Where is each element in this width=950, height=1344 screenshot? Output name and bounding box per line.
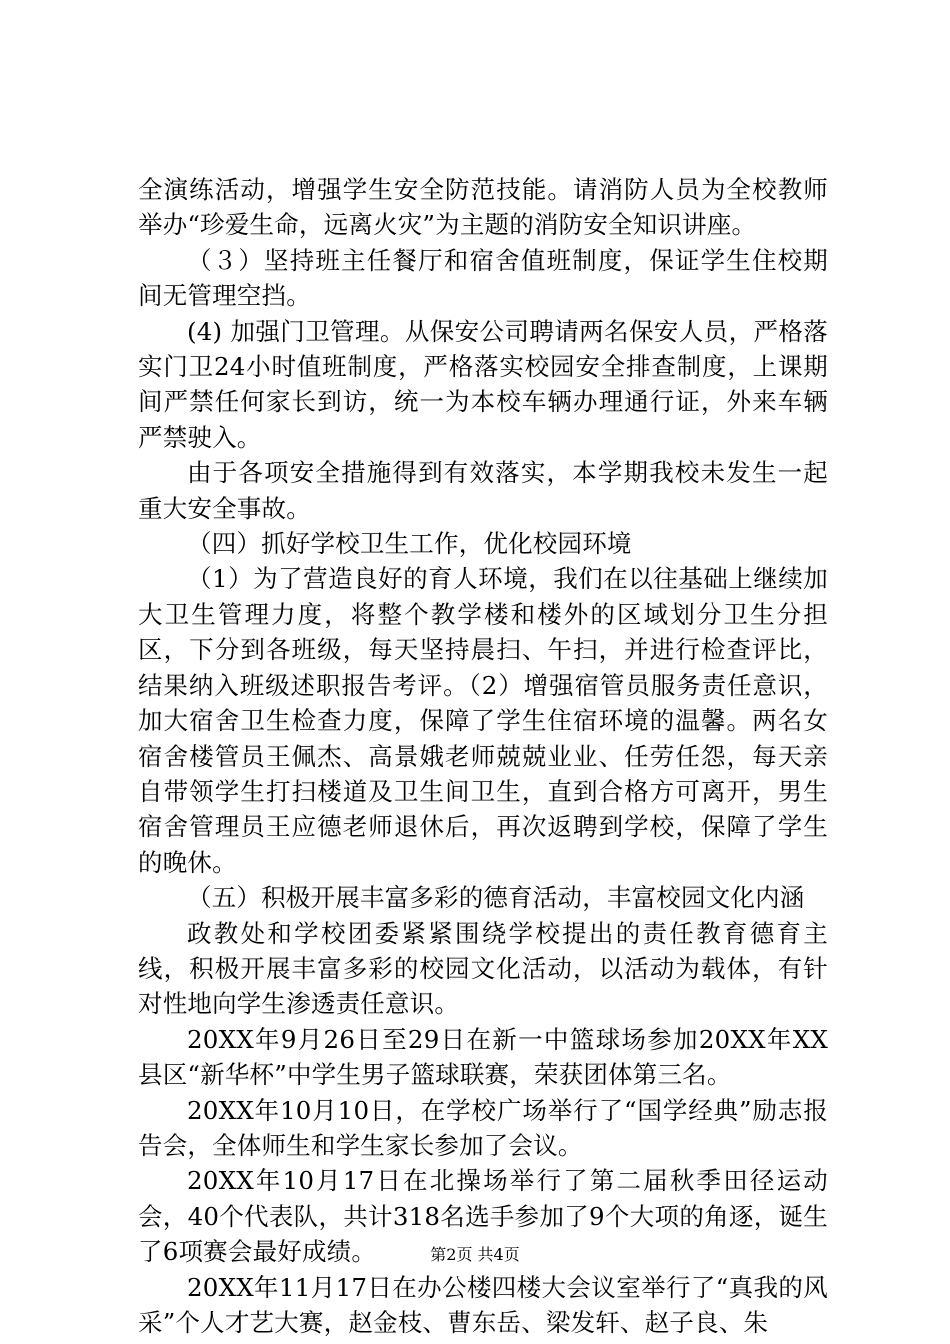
document-body [138, 172, 828, 1340]
paragraph-8: 20XX年10月10日，在学校广场举行了“国学经典”励志报告会，全体师生和学生家长参加了会议。 [138, 1095, 828, 1160]
paragraph-3: (4) 加强门卫管理。从保安公司聘请两名保安人员，严格落实门卫24小时值班制度，严格落实校园安全排查制度，上课期间严禁任何家长到访，统一为本校车辆办理通行证，外来车辆严禁驶入。 [138, 316, 828, 452]
paragraph-7: 20XX年9月26日至29日在新一中篮球场参加20XX年XX县区“新华杯”中学生男子篮球联赛，荣获团体第三名。 [138, 1024, 828, 1090]
section-heading-5: （五）积极开展丰富多彩的德育活动，丰富校园文化内涵 [187, 883, 805, 913]
paragraph-5: （1）为了营造良好的育人环境，我们在以往基础上继续加大卫生管理力度，将整个教学楼和楼外的区域划分卫生分担区，下分到各班级，每天坚持晨扫、午扫，并进行检查评比，结果纳入班级述职报告考评。（2）增强宿管员服务责任意识，加大宿舍卫生检查力度，保障了学生住宿环境的温馨。两名女宿舍楼管员王佩杰、高景娥老师兢兢业业、任劳任怨，每天亲自带领学生打扫楼道及卫生间卫生，直到合格方可离开，男生宿舍管理员王应德老师退休后，再次返聘到学校，保障了学生的晚休。 [138, 564, 828, 877]
page-number-footer: 第2页 共4页 [430, 1245, 520, 1264]
paragraph-10: 20XX年11月17日在办公楼四楼大会议室举行了“真我的风采”个人才艺大赛，赵金枝、曹东岳、梁发轩、赵子良、朱 [138, 1272, 828, 1337]
section-heading-4: （四）抓好学校卫生工作，优化校园环境 [187, 529, 632, 559]
paragraph-9: 20XX年10月17日在北操场举行了第二届秋季田径运动会，40个代表队，共计318名选手参加了9个大项的角逐，诞生了6项赛会最好成绩。 [138, 1166, 828, 1267]
paragraph-4: 由于各项安全措施得到有效落实，本学期我校未发生一起重大安全事故。 [138, 458, 828, 523]
paragraph-1: 全演练活动，增强学生安全防范技能。请消防人员为全校教师举办“珍爱生命，远离火灾”为主题的消防安全知识讲座。 [138, 175, 828, 240]
paragraph-2: （３）坚持班主任餐厅和宿舍值班制度，保证学生住校期间无管理空挡。 [138, 245, 828, 311]
paragraph-6: 政教处和学校团委紧紧围绕学校提出的责任教育德育主线，积极开展丰富多彩的校园文化活动，以活动为载体，有针对性地向学生渗透责任意识。 [138, 918, 828, 1019]
